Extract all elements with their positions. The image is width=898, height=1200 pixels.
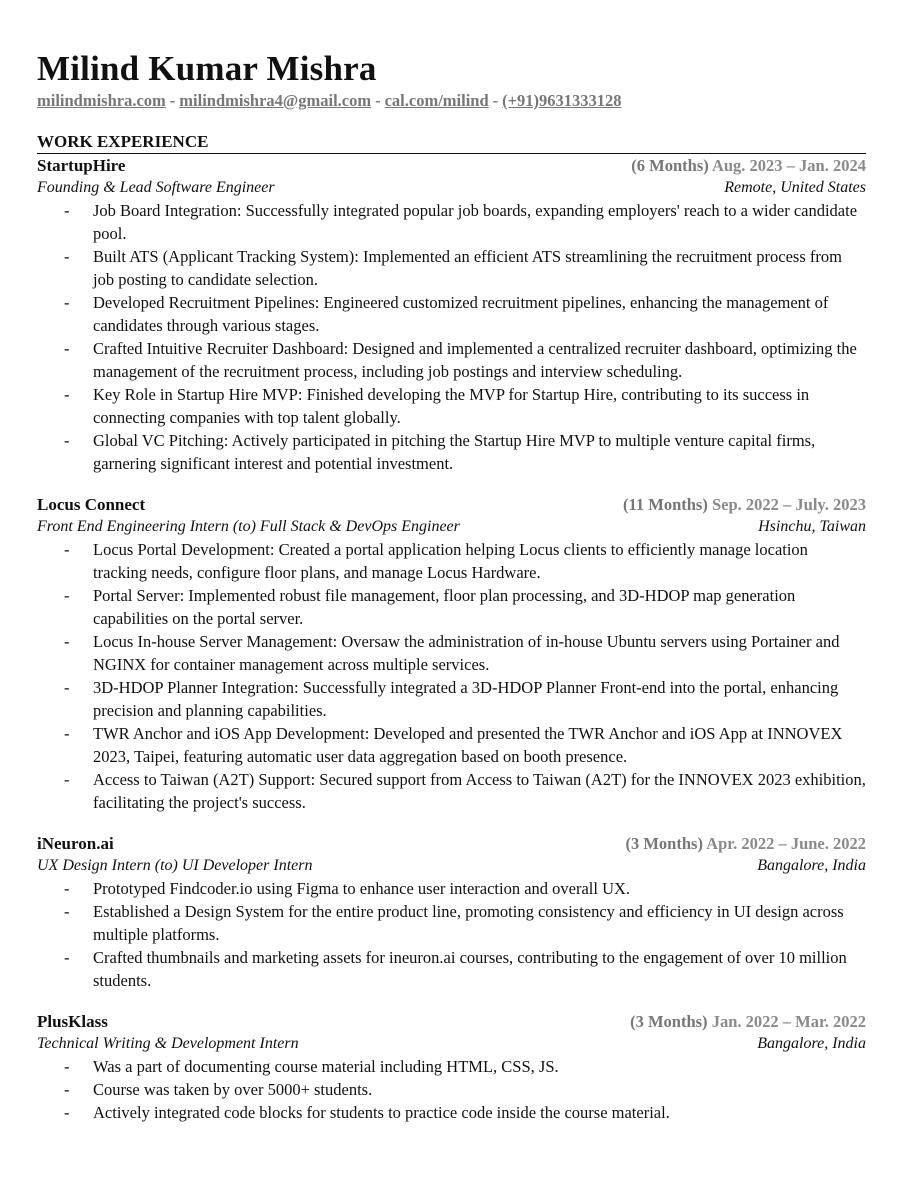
bullet-item — [37, 291, 866, 337]
job-entry-ineuron — [37, 832, 866, 992]
dash-marker: - — [64, 879, 70, 898]
job-date-range: Aug. 2023 – Jan. 2024 — [711, 156, 866, 175]
dash-marker: - — [64, 201, 70, 220]
bullet-text: Was a part of documenting course material including HTML, CSS, JS. — [93, 1057, 559, 1076]
bullet-text: Key Role in Startup Hire MVP: Finished developing the MVP for Startup Hire, contributing to its success in connecting companies with top talent globally. — [93, 385, 810, 427]
job-header — [37, 832, 866, 855]
job-role: Founding & Lead Software Engineer — [37, 179, 275, 196]
job-header — [37, 493, 866, 516]
dash-marker: - — [64, 770, 70, 789]
job-dates — [625, 832, 866, 855]
dash-marker: - — [64, 1080, 70, 1099]
dash-marker: - — [64, 339, 70, 358]
dash-marker: - — [64, 1103, 70, 1122]
job-role: UX Design Intern (to) UI Developer Intern — [37, 857, 313, 874]
candidate-name: Milind Kumar Mishra — [37, 49, 377, 88]
bullet-item — [37, 245, 866, 291]
job-location: Remote, United States — [724, 179, 866, 196]
bullet-text: Actively integrated code blocks for students to practice code inside the course material. — [93, 1103, 670, 1122]
job-subheader — [37, 1033, 866, 1055]
job-entry-locus-connect — [37, 493, 866, 814]
job-location: Hsinchu, Taiwan — [758, 518, 866, 535]
bullet-item — [37, 877, 866, 900]
bullet-item — [37, 429, 866, 475]
bullet-item — [37, 722, 866, 768]
job-date-range: Jan. 2022 – Mar. 2022 — [711, 1012, 866, 1031]
website-link[interactable]: milindmishra.com — [37, 91, 166, 110]
dash-marker: - — [64, 724, 70, 743]
job-entry-plusklass — [37, 1010, 866, 1124]
phone-link[interactable]: (+91)9631333128 — [502, 91, 622, 110]
bullet-item — [37, 337, 866, 383]
job-location: Bangalore, India — [757, 1035, 866, 1052]
job-header — [37, 1010, 866, 1033]
bullet-item — [37, 1078, 866, 1101]
job-dates — [623, 493, 866, 516]
dash-marker: - — [64, 431, 70, 450]
job-duration: (6 Months) — [631, 156, 709, 175]
job-duration: (3 Months) — [630, 1012, 708, 1031]
bullet-item — [37, 1101, 866, 1124]
company-name: Locus Connect — [37, 495, 146, 514]
job-role: Front End Engineering Intern (to) Full Stack & DevOps Engineer — [37, 518, 460, 535]
contact-separator: - — [492, 91, 499, 110]
company-name: PlusKlass — [37, 1012, 108, 1031]
resume-page — [37, 50, 866, 1124]
job-role: Technical Writing & Development Intern — [37, 1035, 299, 1052]
company-name: iNeuron.ai — [37, 834, 114, 853]
dash-marker: - — [64, 678, 70, 697]
job-dates — [631, 154, 866, 177]
dash-marker: - — [64, 948, 70, 967]
bullet-item — [37, 768, 866, 814]
dash-marker: - — [64, 902, 70, 921]
job-date-range: Sep. 2022 – July. 2023 — [711, 495, 866, 514]
job-bullets — [37, 1055, 866, 1124]
bullet-item — [37, 383, 866, 429]
job-bullets — [37, 877, 866, 992]
bullet-text: Crafted thumbnails and marketing assets for ineuron.ai courses, contributing to the engagement of over 10 million students. — [93, 948, 847, 990]
bullet-text: Job Board Integration: Successfully integrated popular job boards, expanding employers' reach to a wider candidate pool. — [93, 201, 858, 243]
job-subheader — [37, 516, 866, 538]
job-duration: (3 Months) — [625, 834, 703, 853]
bullet-text: Locus Portal Development: Created a portal application helping Locus clients to efficiently manage location tracking needs, configure floor plans, and manage Locus Hardware. — [93, 540, 808, 582]
dash-marker: - — [64, 293, 70, 312]
bullet-text: 3D-HDOP Planner Integration: Successfully integrated a 3D-HDOP Planner Front-end into the portal, enhancing precision and planning capabilities. — [93, 678, 839, 720]
bullet-item — [37, 1055, 866, 1078]
bullet-text: Portal Server: Implemented robust file management, floor plan processing, and 3D-HDOP map generation capabilities on the portal server. — [93, 586, 796, 628]
dash-marker: - — [64, 540, 70, 559]
section-title-work-experience: WORK EXPERIENCE — [37, 131, 866, 154]
job-bullets — [37, 199, 866, 475]
dash-marker: - — [64, 1057, 70, 1076]
job-entry-startuphire — [37, 154, 866, 475]
bullet-item — [37, 538, 866, 584]
contact-separator: - — [169, 91, 176, 110]
dash-marker: - — [64, 247, 70, 266]
bullet-item — [37, 676, 866, 722]
bullet-item — [37, 630, 866, 676]
job-location: Bangalore, India — [757, 857, 866, 874]
job-header — [37, 154, 866, 177]
bullet-text: Built ATS (Applicant Tracking System): Implemented an efficient ATS streamlining the recruitment process from job posting to candidate selection. — [93, 247, 842, 289]
dash-marker: - — [64, 586, 70, 605]
job-date-range: Apr. 2022 – June. 2022 — [706, 834, 866, 853]
bullet-text: Course was taken by over 5000+ students. — [93, 1080, 373, 1099]
company-name: StartupHire — [37, 156, 126, 175]
bullet-item — [37, 584, 866, 630]
bullet-item — [37, 946, 866, 992]
job-subheader — [37, 177, 866, 199]
bullet-text: Prototyped Findcoder.io using Figma to enhance user interaction and overall UX. — [93, 879, 631, 898]
email-link[interactable]: milindmishra4@gmail.com — [179, 91, 372, 110]
calendar-link[interactable]: cal.com/milind — [384, 91, 489, 110]
job-duration: (11 Months) — [623, 495, 708, 514]
bullet-item — [37, 900, 866, 946]
job-subheader — [37, 855, 866, 877]
job-bullets — [37, 538, 866, 814]
bullet-text: Developed Recruitment Pipelines: Engineered customized recruitment pipelines, enhancing the management of candidates through various stages. — [93, 293, 829, 335]
contact-line — [37, 91, 866, 111]
bullet-text: Locus In-house Server Management: Oversaw the administration of in-house Ubuntu servers using Portainer and NGINX for container management across multiple services. — [93, 632, 840, 674]
job-dates — [630, 1010, 866, 1033]
bullet-text: TWR Anchor and iOS App Development: Developed and presented the TWR Anchor and iOS App at INNOVEX 2023, Taipei, featuring automatic user data aggregation based on booth presence. — [93, 724, 843, 766]
bullet-item — [37, 199, 866, 245]
bullet-text: Access to Taiwan (A2T) Support: Secured support from Access to Taiwan (A2T) for the INNOVEX 2023 exhibition, facilitating the project's success. — [93, 770, 866, 812]
bullet-text: Established a Design System for the entire product line, promoting consistency and efficiency in UI design across multiple platforms. — [93, 902, 844, 944]
contact-separator: - — [375, 91, 381, 110]
bullet-text: Crafted Intuitive Recruiter Dashboard: Designed and implemented a centralized recruiter dashboard, optimizing the management of the recruitment process, including job postings and interview scheduling. — [93, 339, 857, 381]
dash-marker: - — [64, 632, 70, 651]
bullet-text: Global VC Pitching: Actively participated in pitching the Startup Hire MVP to multiple venture capital firms, garnering significant interest and potential investment. — [93, 431, 816, 473]
dash-marker: - — [64, 385, 70, 404]
